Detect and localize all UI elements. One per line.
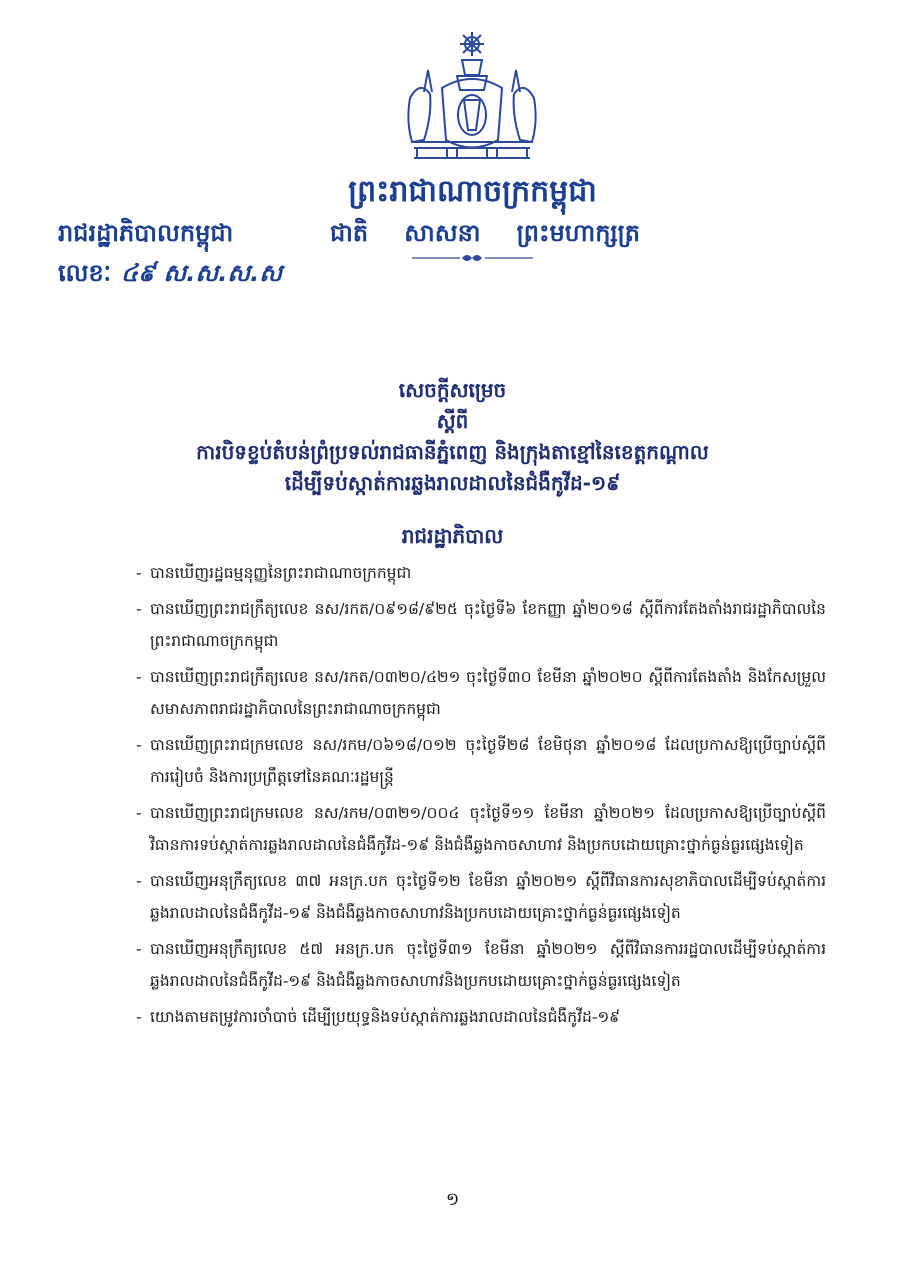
number-label: លេខៈ — [58, 259, 112, 287]
document-number — [58, 258, 282, 293]
decision-subject-line-2: ដើម្បីទប់ស្កាត់ការឆ្លងរាលដាលនៃជំងឺកូវីដ-១៩ — [284, 471, 621, 495]
decision-subject-line-1: ការបិទខ្ទប់តំបន់ព្រំប្រទល់រាជធានីភ្នំពេញ និងក្រុងតាខ្មៅនៃខេត្តកណ្ដាល — [196, 440, 709, 464]
list-item: - បានឃើញព្រះរាជក្រមលេខ នស/រកម/០៦១៨/០១២ ចុះថ្ងៃទី២៨ ខែមិថុនា ឆ្នាំ២០១៨ ដែលប្រកាសឱ្យប្រើច្បាប់ស្ដីពីការរៀបចំ និងការប្រព្រឹត្តទៅនៃគណៈរដ្ឋមន្ត្រី — [136, 736, 826, 786]
motto-divider-ornament-icon — [410, 252, 535, 264]
reference-list — [136, 557, 826, 1037]
decision-title: សេចក្ដីសម្រេច — [398, 378, 507, 402]
issuing-government: រាជរដ្ឋាភិបាលកម្ពុជា — [58, 219, 234, 247]
issuing-authority: រាជរដ្ឋាភិបាល — [401, 524, 504, 548]
national-motto — [330, 218, 640, 253]
list-item: - បានឃើញរដ្ឋធម្មនុញ្ញនៃព្រះរាជាណាចក្រកម្ពុជា — [136, 564, 412, 582]
list-item: - បានឃើញអនុក្រឹត្យលេខ ៥៧ អនក្រ.បក ចុះថ្ងៃទី៣១ ខែមីនា ឆ្នាំ២០២១ ស្ដីពីវិធានការរដ្ឋបាលដើម្បីទប់ស្កាត់ការឆ្លងរាលដាលនៃជំងឺកូវីដ-១៩ និងជំងឺឆ្លងកាចសាហាវនិងប្រកបដោយគ្រោះថ្នាក់ធ្ងន់ធ្ងរផ្សេងទៀត — [136, 940, 826, 990]
list-item: - បានឃើញអនុក្រឹត្យលេខ ៣៧ អនក្រ.បក ចុះថ្ងៃទី១២ ខែមីនា ឆ្នាំ២០២១ ស្ដីពីវិធានការសុខាភិបាលដើម្បីទប់ស្កាត់ការឆ្លងរាលដាលនៃជំងឺកូវីដ-១៩ និងជំងឺឆ្លងកាចសាហាវនិងប្រកបដោយគ្រោះថ្នាក់ធ្ងន់ធ្ងរផ្សេងទៀត — [136, 872, 826, 922]
list-item: - បានឃើញព្រះរាជក្រឹត្យលេខ នស/រកត/០៩១៨/៩២៥ ចុះថ្ងៃទី៦ ខែកញ្ញា ឆ្នាំ២០១៨ ស្ដីពីការតែងតាំងរាជរដ្ឋាភិបាលនៃព្រះរាជាណាចក្រកម្ពុជា — [136, 600, 826, 650]
decision-subject-label: ស្ដីពី — [436, 409, 469, 433]
decision-heading — [180, 375, 725, 499]
number-value: ៤៩ ស.ស.ស.ស — [121, 259, 283, 287]
royal-emblem-icon — [402, 30, 542, 170]
motto-king: ព្រះមហាក្សត្រ — [516, 219, 640, 247]
page-number: ១ — [445, 1189, 460, 1210]
list-item: - បានឃើញព្រះរាជក្រមលេខ នស/រកម/០៣២១/០០៤ ចុះថ្ងៃទី១១ ខែមីនា ឆ្នាំ២០២១ ដែលប្រកាសឱ្យប្រើច្បាប់ស្ដីពីវិធានការទប់ស្កាត់ការឆ្លងរាលដាលនៃជំងឺកូវីដ-១៩ និងជំងឺឆ្លងកាចសាហាវ និងប្រកបដោយគ្រោះថ្នាក់ធ្ងន់ធ្ងរផ្សេងទៀត — [136, 804, 826, 854]
list-item: - បានឃើញព្រះរាជក្រឹត្យលេខ នស/រកត/០៣២០/៤២១ ចុះថ្ងៃទី៣០ ខែមីនា ឆ្នាំ២០២០ ស្ដីពីការតែងតាំង និងកែសម្រួលសមាសភាពរាជរដ្ឋាភិបាលនៃព្រះរាជាណាចក្រកម្ពុជា — [136, 668, 826, 718]
kingdom-title: ព្រះរាជាណាចក្រកម្ពុជា — [348, 174, 597, 209]
list-item: - យោងតាមតម្រូវការចាំបាច់ ដើម្បីប្រយុទ្ធនិងទប់ស្កាត់ការឆ្លងរាលដាលនៃជំងឺកូវីដ-១៩ — [136, 1008, 621, 1026]
motto-nation: ជាតិ — [330, 219, 369, 247]
motto-religion: សាសនា — [404, 219, 481, 247]
